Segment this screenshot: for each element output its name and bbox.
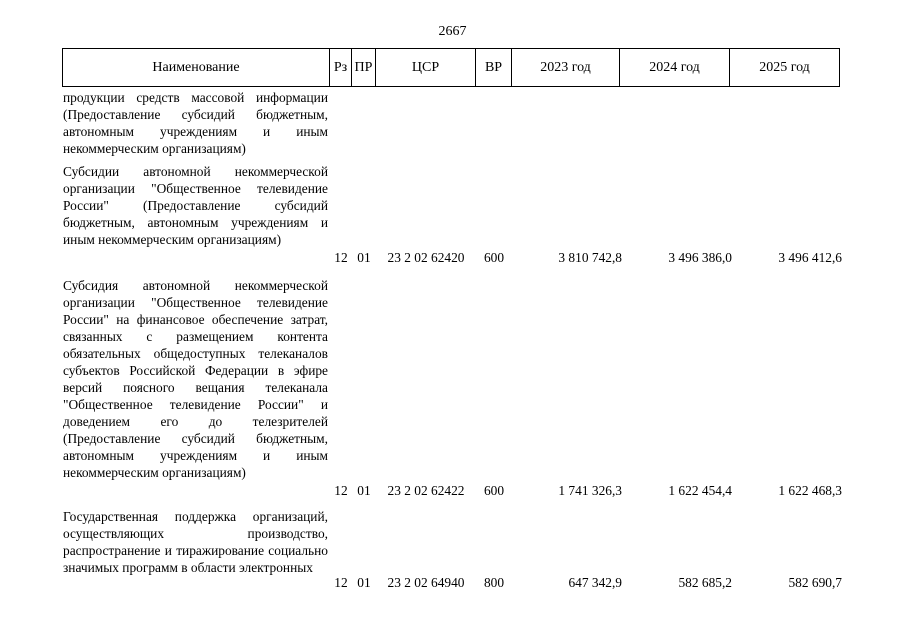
row-name: продукции средств массовой информации (Предоставление субсидий бюджетным, автономным учреждениям и иным некоммерческим организациям) <box>63 90 328 156</box>
row-vr: 800 <box>483 575 505 590</box>
row-csr: 23 2 02 62420 <box>387 250 465 265</box>
row-2023: 3 810 742,8 <box>558 250 622 265</box>
page-number: 2667 <box>438 24 467 39</box>
row-2025: 1 622 468,3 <box>778 483 842 498</box>
row-pr: 01 <box>357 575 371 590</box>
row-name: Государственная поддержка организаций, осуществляющих производство, распространение и тиражирование социально значимых программ в области электронных <box>63 509 328 575</box>
header-csr: ЦСР <box>376 49 476 87</box>
header-2023: 2023 год <box>512 49 620 87</box>
row-pr: 01 <box>357 483 371 498</box>
row-2023: 647 342,9 <box>568 575 622 590</box>
row-name: Субсидия автономной некоммерческой организации "Общественное телевидение России" на финансовое обеспечение затрат, связанных с размещением контента обязательных общедоступных телеканалов субъектов Российской Федерации в эфире версий поясного вещания телеканала "Общественное телевидение России" и доведением его до телезрителей (Предоставление субсидий бюджетным, автономным учреждениям и иным некоммерческим организациям) <box>63 278 328 480</box>
row-2025: 582 690,7 <box>788 575 842 590</box>
row-2024: 3 496 386,0 <box>668 250 732 265</box>
row-2024: 582 685,2 <box>678 575 732 590</box>
row-csr: 23 2 02 64940 <box>387 575 465 590</box>
header-name: Наименование <box>63 49 330 87</box>
row-pr: 01 <box>357 250 371 265</box>
row-rz: 12 <box>334 483 348 498</box>
row-csr: 23 2 02 62422 <box>387 483 465 498</box>
row-2023: 1 741 326,3 <box>558 483 622 498</box>
row-rz: 12 <box>334 250 348 265</box>
row-2024: 1 622 454,4 <box>668 483 732 498</box>
row-vr: 600 <box>483 483 505 498</box>
header-2025: 2025 год <box>730 49 840 87</box>
header-vr: ВР <box>476 49 512 87</box>
row-2025: 3 496 412,6 <box>778 250 842 265</box>
row-vr: 600 <box>483 250 505 265</box>
header-pr: ПР <box>352 49 376 87</box>
row-rz: 12 <box>334 575 348 590</box>
row-name: Субсидии автономной некоммерческой организации "Общественное телевидение России" (Предоставление субсидий бюджетным, автономным учреждениям и иным некоммерческим организациям) <box>63 164 328 247</box>
header-2024: 2024 год <box>620 49 730 87</box>
header-rz: Рз <box>330 49 352 87</box>
table-header <box>62 48 840 87</box>
